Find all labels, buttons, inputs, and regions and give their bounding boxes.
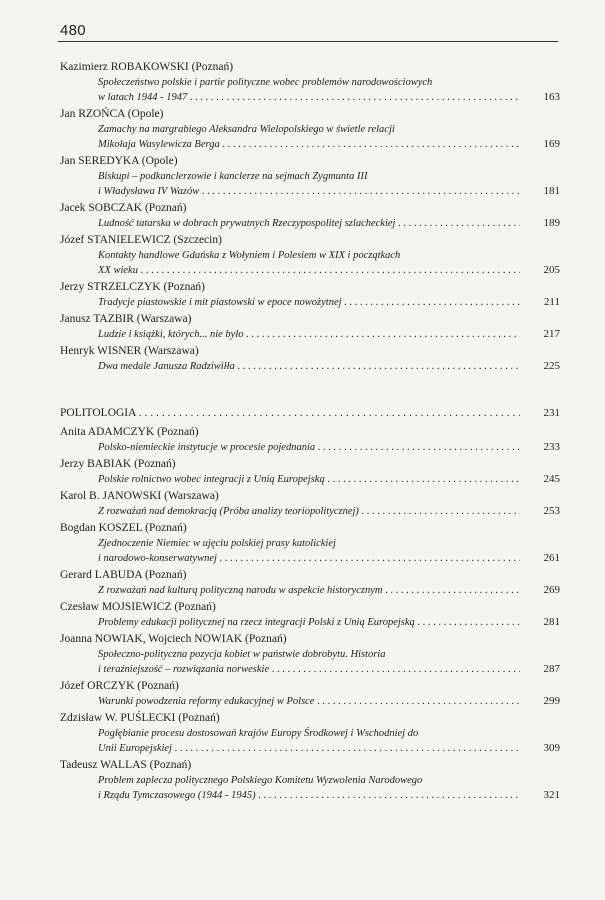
toc-entry-author: Jerzy STRZELCZYK (Poznań): [60, 281, 205, 293]
toc-entry-author: Joanna NOWIAK, Wojciech NOWIAK (Poznań): [60, 633, 287, 645]
toc-entry-page: 211: [520, 295, 560, 310]
toc-entry-page: 253: [520, 504, 560, 519]
toc-entry-title-line: [60, 694, 560, 709]
toc-entry-title-text: Problemy edukacji politycznej na rzecz integracji Polski z Unią Europejską: [98, 617, 415, 628]
toc-entry-title-text: Unii Europejskiej: [98, 743, 172, 754]
toc-entry: [60, 425, 560, 455]
toc-entry-title-line: [60, 647, 560, 662]
toc-entry-author: Jerzy BABIAK (Poznań): [60, 458, 176, 470]
toc-entry-page: 217: [520, 327, 560, 342]
toc-entry-title-text: Zamachy na margrabiego Aleksandra Wielopolskiego w świetle relacji: [98, 124, 395, 135]
toc-entry-author: Kazimierz ROBAKOWSKI (Poznań): [60, 61, 234, 73]
toc-entry-author: Janusz TAZBIR (Warszawa): [60, 313, 192, 325]
toc-entry: [60, 154, 560, 199]
toc-entry-title-line: [60, 726, 560, 741]
toc-entry-title-line: [60, 263, 560, 278]
toc-entry: [60, 312, 560, 342]
toc-entry-page: 189: [520, 216, 560, 231]
section-heading: [60, 406, 560, 421]
toc-entry-title-line: [60, 440, 560, 455]
toc-entry-title-text: Zjednoczenie Niemiec w ujęciu polskiej prasy katolickiej: [98, 538, 336, 549]
toc-entry-title-text: Mikołaja Wasylewicza Berga: [98, 139, 220, 150]
toc-entry-author: Anita ADAMCZYK (Poznań): [60, 426, 199, 438]
section-spacer: [60, 376, 560, 406]
toc-entry-title-line: [60, 75, 560, 90]
toc-entry-title-line: [60, 137, 560, 152]
toc-entry-title-text: Społeczeństwo polskie i partie polityczne wobec problemów narodowościowych: [98, 77, 433, 88]
toc-entry-title-line: [60, 216, 560, 231]
toc-entry-title-line: [60, 248, 560, 263]
toc-entry-title-text: Ludność tatarska w dobrach prywatnych Rzeczypospolitej szlacheckiej: [98, 218, 396, 229]
toc-entry-title-line: [60, 359, 560, 374]
toc-entry: [60, 679, 560, 709]
toc-entry: [60, 280, 560, 310]
toc-entry: [60, 233, 560, 278]
toc-entry: [60, 568, 560, 598]
toc-entry-page: 169: [520, 137, 560, 152]
toc-entry-page: 321: [520, 788, 560, 803]
toc-entry-page: 299: [520, 694, 560, 709]
toc-entry-title-text: i Władysława IV Wazów: [98, 186, 200, 197]
toc-entry-title-line: [60, 773, 560, 788]
toc-entry-title-text: Warunki powodzenia reformy edukacyjnej w Polsce: [98, 696, 315, 707]
toc-entry-title-line: [60, 615, 560, 630]
toc-entry-title-text: i Rządu Tymczasowego (1944 - 1945): [98, 790, 256, 801]
toc-entry-title-line: [60, 472, 560, 487]
toc-entry-title-line: [60, 504, 560, 519]
toc-entries-politologia: [60, 425, 560, 803]
toc-entry-author: Gerard LABUDA (Poznań): [60, 569, 187, 581]
toc-entry-author: Zdzisław W. PUŚLECKI (Poznań): [60, 712, 220, 724]
toc-entry: [60, 107, 560, 152]
toc-entry-title-line: [60, 741, 560, 756]
toc-entry-page: 261: [520, 551, 560, 566]
page-number: 480: [60, 22, 86, 39]
toc-entry-page: 245: [520, 472, 560, 487]
toc-entry-title-line: [60, 551, 560, 566]
toc-entry-page: 281: [520, 615, 560, 630]
toc-entry-page: 181: [520, 184, 560, 199]
toc-entry: [60, 344, 560, 374]
toc-entry-title-text: w latach 1944 - 1947: [98, 92, 188, 103]
toc-entry-title-line: [60, 662, 560, 677]
toc-entry: [60, 201, 560, 231]
toc-entry: [60, 632, 560, 677]
toc-entry-title-text: Tradycje piastowskie i mit piastowski w epoce nowożytnej: [98, 297, 342, 308]
toc-entry-page: 269: [520, 583, 560, 598]
toc-entry-author: Jacek SOBCZAK (Poznań): [60, 202, 187, 214]
toc-entry-title-line: [60, 536, 560, 551]
toc-entry-author: Czesław MOJSIEWICZ (Poznań): [60, 601, 216, 613]
toc-entry-page: 163: [520, 90, 560, 105]
toc-entry-author: Józef ORCZYK (Poznań): [60, 680, 179, 692]
toc-entry-title-text: Dwa medale Janusza Radziwiłła: [98, 361, 235, 372]
toc-entry-title-text: Polsko-niemieckie instytucje w procesie pojednania: [98, 442, 316, 453]
toc-entry-author: Tadeusz WALLAS (Poznań): [60, 759, 192, 771]
toc-entry-title-line: [60, 788, 560, 803]
toc-entry-author: Jan SEREDYKA (Opole): [60, 155, 178, 167]
toc-entry: [60, 489, 560, 519]
toc-entry-title-line: [60, 327, 560, 342]
toc-entry-author: Jan RZOŃCA (Opole): [60, 108, 164, 120]
header-rule: [58, 41, 558, 42]
toc-entry: [60, 521, 560, 566]
toc-entry-page: 225: [520, 359, 560, 374]
table-of-contents: [60, 60, 560, 805]
toc-entry-title-line: [60, 184, 560, 199]
toc-entry: [60, 758, 560, 803]
toc-entry-author: Henryk WISNER (Warszawa): [60, 345, 199, 357]
toc-entries-history: [60, 60, 560, 374]
toc-entry-title-line: [60, 90, 560, 105]
toc-entry-title-text: Z rozważań nad demokracją (Próba analizy teoriopolitycznej): [98, 506, 359, 517]
toc-entry-title-text: Ludzie i książki, których... nie było: [98, 329, 244, 340]
toc-entry-title-line: [60, 169, 560, 184]
toc-entry-title-text: i narodowo-konserwatywnej: [98, 553, 217, 564]
toc-entry-title-text: Kontakty handlowe Gdańska z Wołyniem i Polesiem w XIX i początkach: [98, 250, 401, 261]
toc-entry-author: Józef STANIELEWICZ (Szczecin): [60, 234, 222, 246]
section-heading-label: POLITOLOGIA: [60, 407, 136, 419]
toc-entry: [60, 457, 560, 487]
toc-entry-title-text: Problem zaplecza politycznego Polskiego Komitetu Wyzwolenia Narodowego: [98, 775, 423, 786]
toc-entry-title-text: Biskupi – podkanclerzowie i kanclerze na sejmach Zygmunta III: [98, 171, 368, 182]
toc-entry-author: Karol B. JANOWSKI (Warszawa): [60, 490, 219, 502]
toc-entry-author: Bogdan KOSZEL (Poznań): [60, 522, 187, 534]
section-heading-page: 231: [520, 406, 560, 421]
toc-entry-title-text: Z rozważań nad kulturą polityczną narodu w aspekcie historycznym: [98, 585, 383, 596]
toc-entry-page: 205: [520, 263, 560, 278]
toc-entry-title-text: Społeczno-polityczna pozycja kobiet w państwie dobrobytu. Historia: [98, 649, 386, 660]
toc-entry-page: 287: [520, 662, 560, 677]
toc-entry-title-line: [60, 583, 560, 598]
toc-entry-title-text: Polskie rolnictwo wobec integracji z Unią Europejską: [98, 474, 325, 485]
toc-entry-title-text: i teraźniejszość – rozwiązania norweskie: [98, 664, 270, 675]
toc-entry: [60, 60, 560, 105]
toc-entry: [60, 600, 560, 630]
toc-entry: [60, 711, 560, 756]
toc-entry-title-line: [60, 122, 560, 137]
toc-entry-title-text: XX wieku: [98, 265, 138, 276]
toc-entry-title-text: Pogłębianie procesu dostosowań krajów Europy Środkowej i Wschodniej do: [98, 728, 419, 739]
toc-entry-page: 233: [520, 440, 560, 455]
toc-entry-title-line: [60, 295, 560, 310]
toc-entry-page: 309: [520, 741, 560, 756]
